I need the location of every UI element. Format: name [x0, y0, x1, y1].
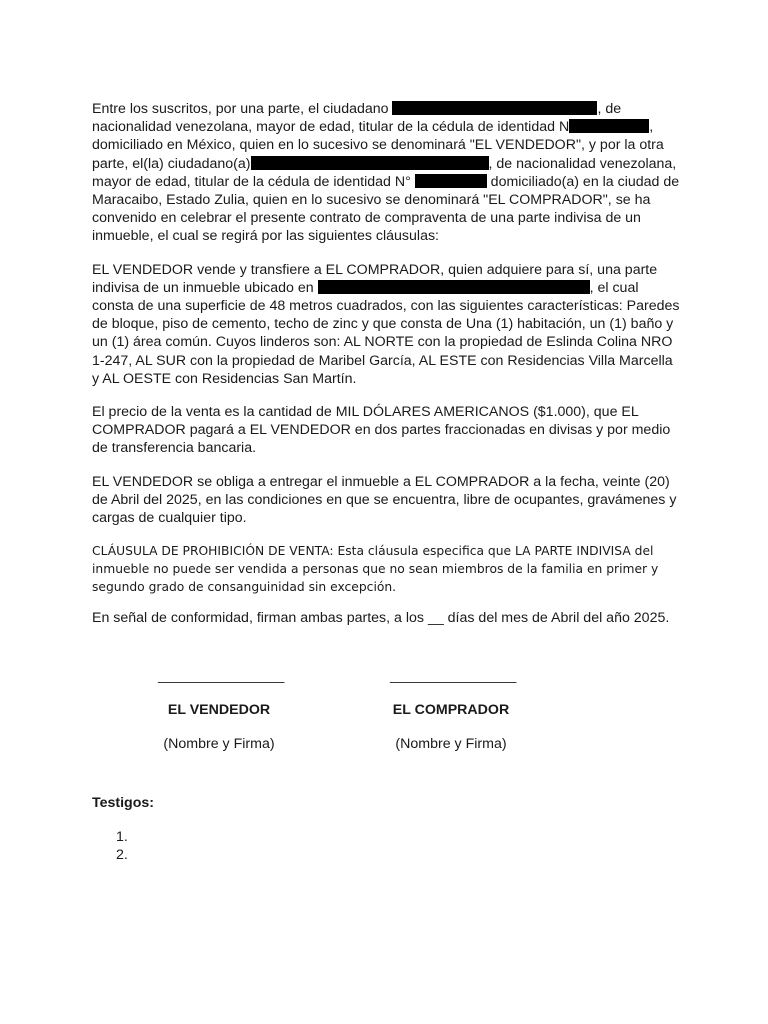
signature-hint: (Nombre y Firma): [163, 736, 275, 752]
text-fragment: , de nacionalidad venezolana, mayor de edad, titular de la cédula de identidad N: [92, 101, 622, 136]
witnesses-title: Testigos:: [92, 795, 155, 811]
text-fragment: Entre los suscritos, por una parte, el ciudadano: [92, 101, 393, 117]
paragraph-price: El precio de la venta es la cantidad de MIL DÓLARES AMERICANOS ($1.000), que EL COMPRADOR pagará a EL VENDEDOR en dos partes fraccionadas en divisas y por medio de transferencia bancaria.: [92, 404, 671, 457]
paragraph-conformity: En señal de conformidad, firman ambas partes, a los __ días del mes de Abril del año 2025.: [92, 610, 670, 627]
signature-block-buyer: [390, 668, 517, 752]
witness-item: 2.: [116, 847, 128, 863]
text-fragment: , de nacionalidad venezolana, mayor de edad, titular de la cédula de identidad N°: [92, 155, 677, 190]
text-fragment: EL VENDEDOR vende y transfiere a EL COMPRADOR, quien adquiere para sí, una parte indivisa de un inmueble ubicado en: [92, 261, 658, 296]
contract-body: [92, 100, 682, 642]
redaction-seller-id: [569, 119, 649, 133]
signature-role-seller: EL VENDEDOR: [167, 702, 271, 718]
paragraph-delivery: EL VENDEDOR se obliga a entregar el inmueble a EL COMPRADOR a la fecha, veinte (20) de Abril del 2025, en las condiciones en que se encuentra, libre de ocupantes, gravámenes y cargas de cualquier tipo.: [92, 473, 677, 527]
signature-line: ________________: [390, 668, 517, 684]
redaction-buyer-id: [415, 174, 487, 188]
paragraph-parties: [92, 100, 682, 246]
text-fragment: , domiciliado en México, quien en lo sucesivo se denominará "EL VENDEDOR", y por la otra parte, el(la) ciudadano(a): [92, 119, 664, 172]
signature-role-buyer: EL COMPRADOR: [392, 702, 510, 718]
witness-item: 1.: [116, 829, 128, 845]
redaction-buyer-name: [251, 156, 489, 170]
redaction-property-address: [318, 280, 590, 294]
signature-block-seller: [158, 668, 285, 752]
text-fragment: , el cual consta de una superficie de 48 metros cuadrados, con las siguientes características: Paredes de bloque, piso de cemento, techo de zinc y que consta de Una (1) habitación, un (1) baño y un (1) área común. Cuyos linderos son: AL NORTE con la propiedad de Eslinda Colina NRO 1-247, AL SUR con la propiedad de Maribel García, AL ESTE con Residencias Villa Marcella y AL OESTE con Residencias San Martín.: [92, 279, 680, 387]
signature-line: ________________: [158, 668, 285, 684]
witnesses-list: [116, 828, 128, 864]
signature-hint: (Nombre y Firma): [395, 736, 507, 752]
redaction-seller-name: [392, 101, 597, 115]
text-fragment: domiciliado(a) en la ciudad de Maracaibo, Estado Zulia, quien en lo sucesivo se denominará "EL COMPRADOR", se ha convenido en celebrar el presente contrato de compraventa de una parte indivisa de un inmueble, el cual se regirá por las siguientes cláusulas:: [92, 173, 680, 245]
paragraph-prohibition-clause: CLÁUSULA DE PROHIBICIÓN DE VENTA: Esta cláusula especifica que LA PARTE INDIVISA del inmueble no puede ser vendida a personas que no sean miembros de la familia en primer y segundo grado de consanguinidad sin excepción.: [92, 544, 659, 595]
paragraph-transfer: [92, 261, 682, 388]
